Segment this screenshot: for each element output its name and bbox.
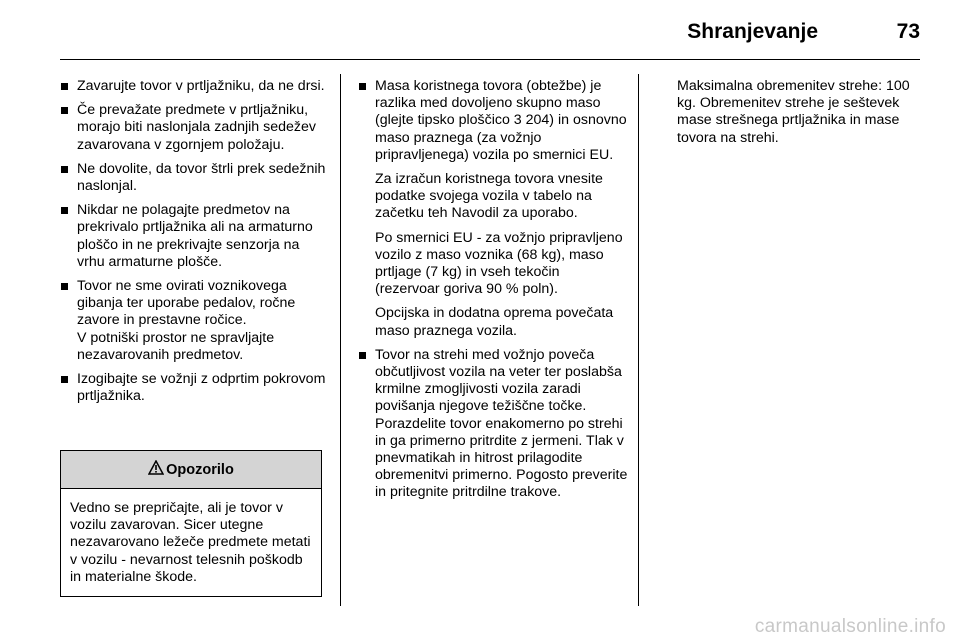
column-1 xyxy=(60,78,326,412)
list-item: Izogibajte se vožnji z odprtim pokrovom prtljažnika. xyxy=(60,371,326,405)
watermark: carmanualsonline.info xyxy=(754,616,946,637)
bullet-list-2 xyxy=(358,78,628,502)
list-item: Če prevažate predmete v prtljažniku, morajo biti naslonjala zadnjih sedežev zavarovana v zgornjem položaju. xyxy=(60,102,326,154)
page-header xyxy=(0,14,920,50)
column-divider-2 xyxy=(638,74,639,606)
warning-heading: Opozorilo xyxy=(166,461,234,478)
bullet-list-1 xyxy=(60,78,326,405)
paragraph: Po smernici EU - za vožnjo pripravljeno vozilo z maso voznika (68 kg), maso prtljage (7 kg) in vseh tekočin (rezervoar goriva 90 % poln). xyxy=(375,229,623,298)
column-divider-1 xyxy=(340,74,341,606)
paragraph: Opcijska in dodatna oprema povečata maso praznega vozila. xyxy=(375,305,614,339)
list-item-text: Tovor ne sme ovirati voznikovega gibanja ter uporabe pedalov, ročne zavore in prestavne ročice. xyxy=(77,278,296,329)
paragraph: Za izračun koristnega tovora vnesite podatke svojega vozila v tabelo na začetku teh Navodil za uporabo. xyxy=(375,171,603,222)
paragraph: Masa koristnega tovora (obtežbe) je razlika med dovoljeno skupno maso (glejte tipsko ploščico 3 204) in osnovno maso praznega (za vožnjo pripravljenega) vozila po smernici EU. xyxy=(375,78,627,163)
paragraph: Maksimalna obremenitev strehe: 100 kg. Obremenitev strehe je seštevek mase strešnega prtljažnika in mase tovora na strehi. xyxy=(677,78,910,146)
warning-body: Vedno se prepričajte, ali je tovor v vozilu zavarovan. Sicer utegne nezavarovano ležeče predmete metati v vozilu - nevarnost telesnih poškodb in materialne škode. xyxy=(70,500,311,585)
list-item xyxy=(60,278,326,364)
page-title: Shranjevanje xyxy=(687,20,818,43)
page-number: 73 xyxy=(896,20,920,43)
header-rule xyxy=(60,59,920,60)
warning-box xyxy=(60,450,322,597)
warning-triangle-icon xyxy=(148,460,166,479)
list-item: Ne dovolite, da tovor štrli prek sedežnih naslonjal. xyxy=(60,161,326,195)
list-item: Nikdar ne polagajte predmetov na prekrivalo prtljažnika ali na armaturno ploščo in ne prekrivajte senzorja na vrhu armaturne plošče. xyxy=(60,202,326,271)
column-3 xyxy=(677,78,925,154)
list-item xyxy=(358,78,628,340)
warning-header xyxy=(61,451,321,489)
column-2 xyxy=(358,78,628,509)
page-ref-arrow-icon: 3 xyxy=(513,112,522,129)
list-item: Zavarujte tovor v prtljažniku, da ne drsi. xyxy=(60,78,326,95)
list-item: Tovor na strehi med vožnjo poveča občutljivost vozila na veter ter poslabša krmilne zmogljivosti vozila zaradi povišanja njegove težiščne točke. Porazdelite tovor enakomerno po strehi in ga primerno pritrdite z jermeni. Tlak v pnevmatikah in hitrost prilagodite obremenitvi primerno. Pogosto preverite in pritegnite pritrdilne trakove. xyxy=(358,347,628,502)
list-item-extra: V potniški prostor ne spravljajte nezavarovanih predmetov. xyxy=(77,329,275,363)
